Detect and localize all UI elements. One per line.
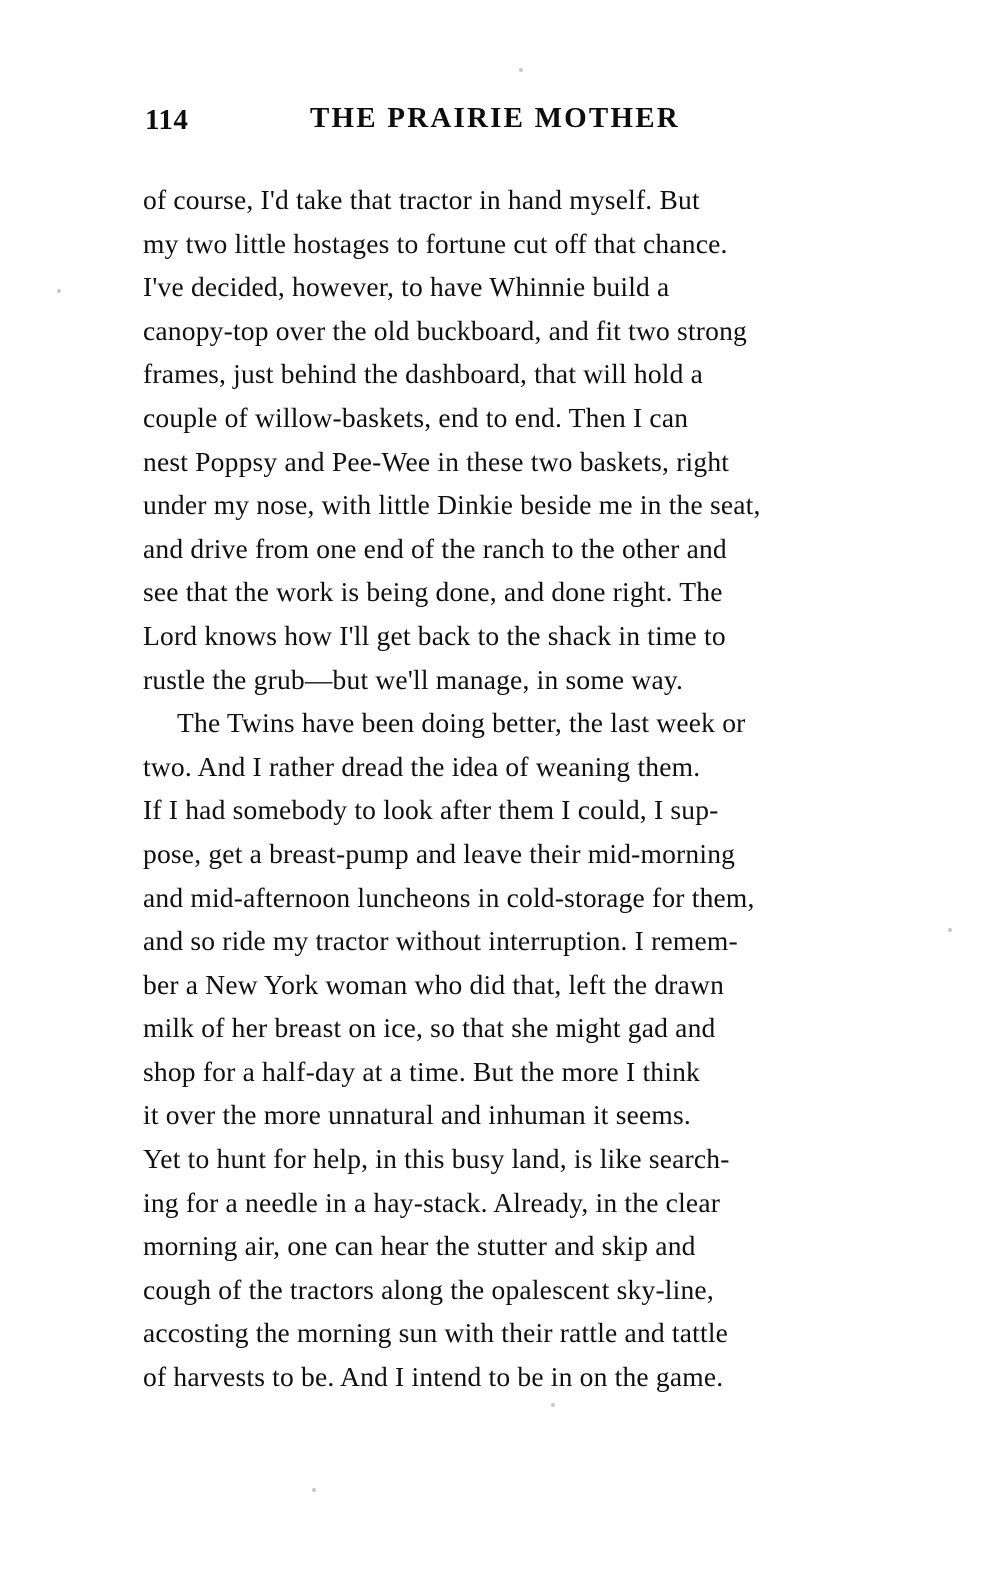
text-line: The Twins have been doing better, the last week or bbox=[177, 707, 746, 739]
running-head-title: THE PRAIRIE MOTHER bbox=[310, 102, 680, 134]
text-line: shop for a half-day at a time. But the more I think bbox=[143, 1055, 700, 1087]
page-body bbox=[143, 178, 891, 1399]
text-line: pose, get a breast-pump and leave their mid-morning bbox=[143, 837, 736, 869]
text-line: see that the work is being done, and done right. The bbox=[143, 576, 723, 608]
scan-speck bbox=[312, 1488, 316, 1492]
scan-speck bbox=[57, 289, 61, 293]
page-header bbox=[145, 100, 895, 144]
text-line: I've decided, however, to have Whinnie build a bbox=[143, 271, 670, 303]
scan-speck bbox=[948, 928, 952, 932]
text-line: couple of willow-baskets, end to end. Then I can bbox=[143, 401, 689, 433]
paragraph bbox=[143, 178, 891, 701]
text-line: of course, I'd take that tractor in hand myself. But bbox=[143, 184, 700, 215]
text-line: ing for a needle in a hay-stack. Already, in the clear bbox=[143, 1186, 721, 1218]
text-line: Lord knows how I'll get back to the shack in time to bbox=[143, 619, 726, 651]
text-line: ber a New York woman who did that, left the drawn bbox=[143, 968, 725, 1000]
text-line: under my nose, with little Dinkie beside me in the seat, bbox=[143, 489, 761, 521]
scan-speck bbox=[519, 68, 523, 72]
text-line: nest Poppsy and Pee-Wee in these two baskets, right bbox=[143, 445, 730, 477]
text-line: and mid-afternoon luncheons in cold-storage for them, bbox=[143, 881, 755, 913]
text-line: two. And I rather dread the idea of weaning them. bbox=[143, 750, 701, 782]
text-line: milk of her breast on ice, so that she might gad and bbox=[143, 1012, 716, 1044]
text-line: morning air, one can hear the stutter and skip and bbox=[143, 1230, 696, 1262]
text-line: of harvests to be. And I intend to be in on the game. bbox=[143, 1361, 724, 1393]
text-line: cough of the tractors along the opalescent sky-line, bbox=[143, 1273, 714, 1305]
paragraph bbox=[143, 701, 891, 1399]
text-line: accosting the morning sun with their rattle and tattle bbox=[143, 1317, 729, 1349]
text-line: canopy-top over the old buckboard, and fit two strong bbox=[143, 314, 747, 346]
text-line: Yet to hunt for help, in this busy land, is like search- bbox=[143, 1143, 730, 1175]
text-line: rustle the grub—but we'll manage, in some way. bbox=[143, 663, 684, 695]
text-line: and drive from one end of the ranch to the other and bbox=[143, 532, 727, 564]
page-number: 114 bbox=[145, 104, 189, 136]
text-line: If I had somebody to look after them I could, I sup- bbox=[143, 794, 719, 826]
scan-speck bbox=[551, 1403, 555, 1407]
text-line: it over the more unnatural and inhuman it seems. bbox=[143, 1099, 691, 1131]
text-line: my two little hostages to fortune cut off that chance. bbox=[143, 227, 728, 259]
text-line: and so ride my tractor without interruption. I remem- bbox=[143, 925, 738, 957]
text-line: frames, just behind the dashboard, that will hold a bbox=[143, 358, 704, 390]
